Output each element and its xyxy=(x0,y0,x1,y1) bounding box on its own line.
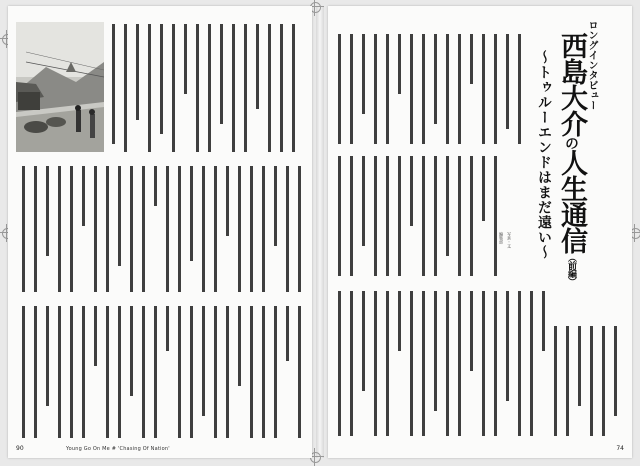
text-column xyxy=(590,326,600,458)
left-page xyxy=(8,6,312,458)
text-column xyxy=(112,24,122,154)
text-column xyxy=(154,306,164,458)
page-gutter xyxy=(316,6,324,458)
text-column xyxy=(386,291,396,458)
text-column xyxy=(542,291,552,458)
text-column xyxy=(422,291,432,458)
text-column xyxy=(446,291,456,458)
text-column xyxy=(190,306,200,458)
text-column xyxy=(578,326,588,458)
text-column xyxy=(262,306,272,458)
text-column xyxy=(362,291,372,458)
text-column xyxy=(214,306,224,458)
text-column xyxy=(94,306,104,458)
text-column xyxy=(410,291,420,458)
text-column xyxy=(482,291,492,458)
text-column xyxy=(494,291,504,458)
right-page xyxy=(328,6,632,458)
text-column xyxy=(614,326,624,458)
photo-credit-name: 編集部 xyxy=(499,232,504,244)
text-column xyxy=(506,291,516,458)
photo-village-street-icon xyxy=(16,22,104,152)
text-column xyxy=(34,306,44,458)
text-column xyxy=(298,306,308,458)
text-column xyxy=(82,306,92,458)
title-part-label: （前編） xyxy=(566,253,576,285)
text-column xyxy=(124,24,134,154)
text-column xyxy=(374,291,384,458)
text-column xyxy=(106,306,116,458)
text-column xyxy=(530,291,540,458)
title-part-2: 人生通信 xyxy=(556,149,587,253)
text-column xyxy=(238,306,248,458)
text-column xyxy=(434,291,444,458)
text-column xyxy=(178,306,188,458)
text-column xyxy=(470,291,480,458)
text-column xyxy=(118,306,128,458)
text-column xyxy=(566,326,576,458)
text-column xyxy=(46,306,56,458)
text-column xyxy=(70,306,80,458)
running-head: Young Go On Me # 'Chasing Of Nation' xyxy=(66,446,170,452)
text-column xyxy=(286,306,296,458)
text-column xyxy=(350,291,360,458)
page-number-right: 74 xyxy=(616,445,624,452)
text-column xyxy=(22,306,32,458)
article-title xyxy=(554,32,588,312)
text-column xyxy=(130,306,140,458)
text-column xyxy=(58,306,68,458)
text-column xyxy=(250,306,260,458)
village-photo xyxy=(16,22,104,152)
photo-credit-label: 写真・文 xyxy=(507,232,512,248)
article-kicker: ロングインタビュー xyxy=(586,20,597,110)
text-column xyxy=(398,291,408,458)
title-no: の xyxy=(563,136,579,149)
text-column xyxy=(142,306,152,458)
text-column xyxy=(518,291,528,458)
title-part-1: 西島大介 xyxy=(556,32,587,136)
text-column xyxy=(274,306,284,458)
text-column xyxy=(554,326,564,458)
text-column xyxy=(602,326,612,458)
text-column xyxy=(458,291,468,458)
article-subtitle: 〜トゥルーエンドはまだ遠い〜 xyxy=(536,50,552,260)
text-column xyxy=(226,306,236,458)
text-column xyxy=(338,291,348,458)
text-column xyxy=(166,306,176,458)
text-column xyxy=(202,306,212,458)
page-number-left: 90 xyxy=(16,445,24,452)
